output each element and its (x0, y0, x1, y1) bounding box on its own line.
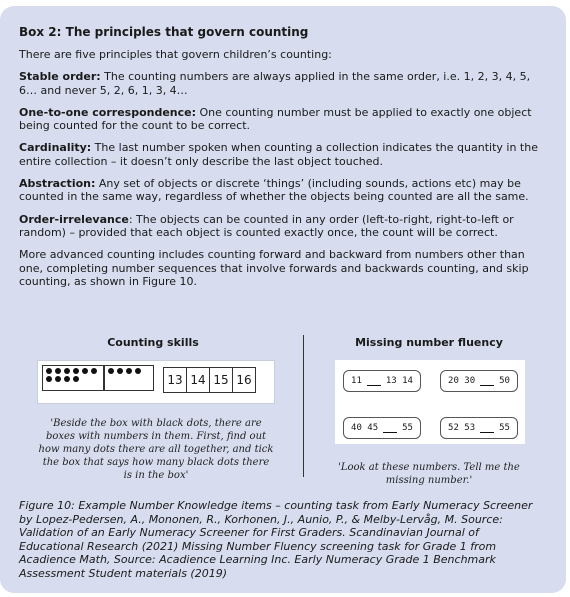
missing-blank (480, 377, 494, 386)
missing-number-title: Missing number fluency (355, 336, 503, 349)
principle-text: Any set of objects or discrete ‘things’ (including sounds, actions etc) may be counted in the same way, regardless of whether the objects being counted are all the same. (19, 177, 529, 204)
counting-skills-caption: 'Beside the box with black dots, there are boxes with numbers in them. First, find out how many dots there are all together, and tick the box that says how many black dots there is in the box' (38, 418, 274, 481)
principle-text: : The objects can be counted in any order (left-to-right, right-to-left or random) – provided that each object is counted exactly once, the count will be correct. (19, 212, 514, 239)
sequence-item (343, 370, 421, 392)
dot (46, 368, 52, 374)
dot (135, 368, 141, 374)
principle-order-irrelevance (19, 213, 544, 240)
sequence-before: 11 (351, 376, 362, 386)
dot-group-ten (46, 368, 98, 382)
dot-group-four (108, 368, 148, 374)
missing-blank (367, 377, 381, 386)
figure-divider (303, 335, 304, 477)
number-choice: 15 (209, 367, 233, 393)
dot (46, 376, 52, 382)
principle-term: Cardinality: (19, 141, 92, 155)
number-choice: 16 (232, 367, 256, 393)
missing-blank (480, 424, 494, 433)
sequence-item (440, 370, 518, 392)
principle-text: The counting numbers are always applied in the same order, i.e. 1, 2, 3, 4, 5, 6… and never 5, 2, 6, 1, 3, 4… (19, 70, 531, 97)
dot (64, 368, 70, 374)
missing-number-caption: 'Look at these numbers. Tell me the missing number.' (338, 462, 520, 486)
principle-term: Stable order: (19, 70, 101, 84)
dot (82, 368, 88, 374)
sequence-after: 55 (499, 423, 510, 433)
dot (126, 368, 132, 374)
sequence-before: 52 53 (448, 423, 476, 433)
advanced-counting-text: More advanced counting includes counting forward and backward from numbers other than one, completing number sequences that involve forwards and backwards counting, and skip counting, as shown in Figure 10. (19, 248, 529, 288)
figure-10 (19, 335, 544, 485)
principle-one-to-one (19, 106, 544, 133)
missing-blank (383, 424, 397, 433)
principle-text: One counting number must be applied to exactly one object being counted for the count to be correct. (19, 105, 532, 133)
counting-skills-title: Counting skills (107, 336, 199, 349)
dot (91, 368, 97, 374)
figure-caption: Figure 10: Example Number Knowledge items – counting task from Early Numeracy Screener by Lopez-Pedersen, A., Mononen, R., Korhonen, J., Aunio, P., & Melby-Lervåg, M. Source: Validation of an Early Numeracy Screener for First Graders. Scandinavian Journal of Educational Research (2021) Missing Number Fluency screening task for Grade 1 from Acadience Math, Source: Acadience Learning Inc. Early Numeracy Grade 1 Benchmark Assessment Student materials (2019) (19, 499, 533, 580)
sequence-before: 40 45 (351, 423, 379, 433)
principle-term: Order-irrelevance (19, 212, 129, 226)
sequence-item (343, 417, 421, 439)
sequence-sheet (335, 360, 525, 444)
principle-text: The last number spoken when counting a collection indicates the quantity in the entire collection – it doesn’t only describe the last object touched. (19, 141, 538, 168)
principle-stable-order (19, 70, 544, 97)
dot (73, 376, 79, 382)
sequence-after: 13 14 (385, 376, 413, 386)
sequence-after: 55 (402, 423, 413, 433)
number-choice: 14 (186, 367, 210, 393)
principle-term: One-to-one correspondence: (19, 105, 197, 119)
principle-term: Abstraction: (19, 177, 96, 191)
dot (64, 376, 70, 382)
dot (55, 368, 61, 374)
dot (73, 368, 79, 374)
principle-cardinality (19, 141, 544, 168)
counting-task-strip (37, 360, 275, 404)
box-title: Box 2: The principles that govern counting (19, 25, 309, 39)
sequence-before: 20 30 (448, 376, 476, 386)
dot (108, 368, 114, 374)
sequence-after: 50 (499, 376, 510, 386)
dot (117, 368, 123, 374)
info-box-panel (0, 6, 566, 593)
dot (55, 376, 61, 382)
number-choice: 13 (163, 367, 187, 393)
principle-abstraction (19, 177, 544, 204)
intro-text: There are five principles that govern children’s counting: (19, 48, 332, 61)
sequence-item (440, 417, 518, 439)
number-choices (164, 367, 256, 393)
box-content (19, 25, 544, 580)
